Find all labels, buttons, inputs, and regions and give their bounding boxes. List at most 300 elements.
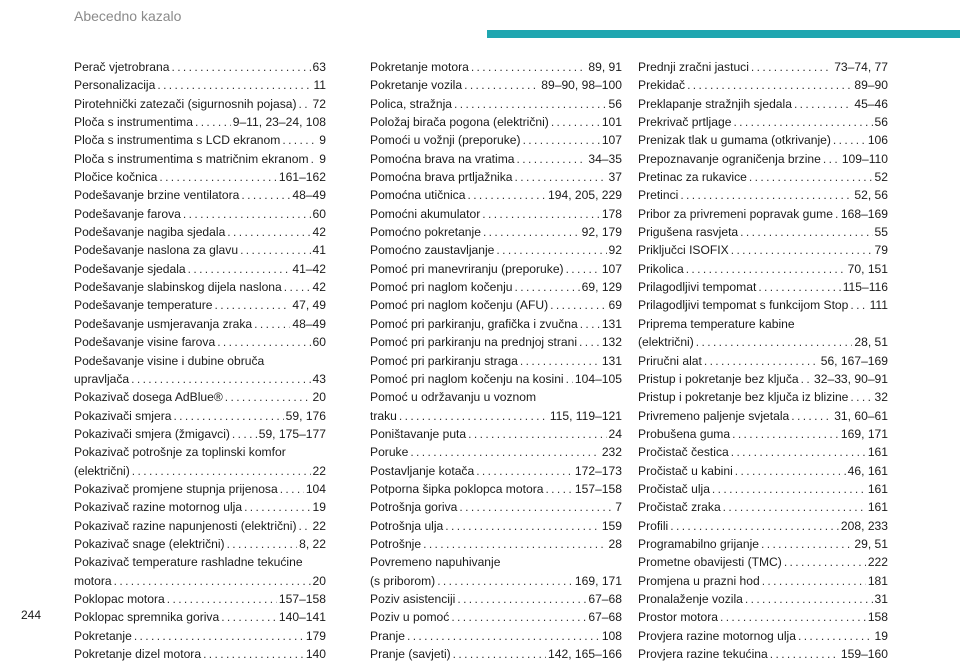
leader-dots — [240, 241, 310, 259]
index-entry — [370, 517, 622, 535]
entry-term: Pribor za privremeni popravak gume — [638, 206, 833, 221]
index-entry — [638, 113, 888, 131]
index-entry — [370, 315, 622, 333]
index-entry — [638, 370, 888, 388]
leader-dots — [284, 278, 311, 296]
index-entry — [370, 462, 622, 480]
leader-dots — [732, 425, 839, 443]
entry-term: Podešavanje visine farova — [74, 335, 216, 350]
entry-pages: 7 — [615, 500, 622, 515]
entry-pages: 178 — [601, 206, 622, 221]
index-entry — [638, 278, 888, 296]
index-entry — [370, 95, 622, 113]
leader-dots — [749, 168, 873, 186]
entry-term: Pretinac za rukavice — [638, 170, 747, 185]
leader-dots — [758, 278, 840, 296]
leader-dots — [515, 278, 580, 296]
leader-dots — [254, 315, 290, 333]
entry-pages: 115–116 — [842, 280, 888, 295]
leader-dots — [740, 223, 872, 241]
index-entry — [638, 76, 888, 94]
index-entry — [74, 590, 326, 608]
entry-pages: 79 — [874, 243, 888, 258]
leader-dots — [515, 168, 607, 186]
entry-term: Pokazivač razine napunjenosti (električni) — [74, 518, 297, 533]
entry-pages: 9 — [319, 151, 326, 166]
entry-term: Pomoć pri parkiranju na prednjoj strani — [370, 335, 578, 350]
entry-pages: 48–49 — [292, 188, 326, 203]
entry-pages: 20 — [312, 390, 326, 405]
index-entry — [370, 113, 622, 131]
index-entry — [638, 517, 888, 535]
index-entry — [638, 480, 888, 498]
entry-term: Povremeno napuhivanje — [370, 555, 501, 570]
entry-term: Pomoći u vožnji (preporuke) — [370, 133, 521, 148]
leader-dots — [227, 223, 310, 241]
leader-dots — [157, 76, 311, 94]
entry-pages: 55 — [874, 225, 888, 240]
entry-pages: 101 — [601, 115, 622, 130]
entry-term: (električni) — [638, 335, 694, 350]
index-entry — [370, 131, 622, 149]
index-entry — [638, 388, 888, 406]
entry-pages: 60 — [312, 335, 326, 350]
entry-term: Poruke — [370, 445, 409, 460]
index-entry — [74, 443, 326, 461]
entry-pages: 179 — [305, 628, 326, 643]
index-entry — [370, 480, 622, 498]
entry-term: Prikolica — [638, 261, 684, 276]
leader-dots — [566, 260, 600, 278]
entry-pages: 169, 171 — [840, 426, 888, 441]
leader-dots — [183, 205, 311, 223]
index-entry — [370, 296, 622, 314]
leader-dots — [299, 95, 311, 113]
leader-dots — [171, 58, 310, 76]
index-entry — [638, 553, 888, 571]
index-entry — [638, 333, 888, 351]
entry-term: Priprema temperature kabine — [638, 316, 795, 331]
index-entry — [74, 627, 326, 645]
index-entry — [638, 131, 888, 149]
leader-dots — [794, 95, 852, 113]
leader-dots — [468, 425, 606, 443]
entry-term: Pronalaženje vozila — [638, 591, 743, 606]
leader-dots — [227, 535, 298, 553]
leader-dots — [445, 517, 600, 535]
leader-dots — [523, 131, 600, 149]
entry-term: Ploča s instrumentima — [74, 115, 193, 130]
leader-dots — [566, 370, 573, 388]
leader-dots — [459, 498, 613, 516]
leader-dots — [282, 131, 317, 149]
entry-term: Podešavanje visine i dubine obruča — [74, 353, 265, 368]
entry-pages: 232 — [601, 445, 622, 460]
index-entry — [370, 370, 622, 388]
entry-term: Ploča s instrumentima s LCD ekranom — [74, 133, 281, 148]
entry-pages: 73–74, 77 — [834, 60, 888, 74]
index-entry — [370, 645, 622, 663]
entry-pages: 20 — [312, 573, 326, 588]
leader-dots — [850, 296, 867, 314]
index-entry — [74, 645, 326, 663]
entry-pages: 159–160 — [840, 647, 888, 661]
leader-dots — [311, 150, 318, 168]
index-entry — [370, 205, 622, 223]
index-column-1 — [74, 58, 326, 663]
entry-term: Podešavanje brzine ventilatora — [74, 188, 240, 203]
entry-term: Pomoćna utičnica — [370, 188, 466, 203]
index-entry — [638, 627, 888, 645]
index-entry — [638, 352, 888, 370]
entry-term: Promjena u prazni hod — [638, 573, 760, 588]
entry-pages: 115, 119–121 — [549, 408, 622, 423]
index-entry — [74, 260, 326, 278]
leader-dots — [496, 241, 606, 259]
entry-pages: 9 — [319, 133, 326, 148]
entry-term: Pomoć pri naglom kočenju (AFU) — [370, 298, 549, 313]
leader-dots — [823, 150, 840, 168]
entry-term: Pristup i pokretanje bez ključa — [638, 371, 799, 386]
entry-term: Potporna šipka poklopca motora — [370, 481, 544, 496]
leader-dots — [712, 480, 866, 498]
index-entry — [370, 168, 622, 186]
entry-term: Pokazivači smjera — [74, 408, 172, 423]
index-entry — [638, 296, 888, 314]
leader-dots — [704, 352, 819, 370]
index-entry — [638, 498, 888, 516]
entry-pages: 157–158 — [278, 591, 326, 606]
index-entry — [370, 590, 622, 608]
entry-term: Pokretanje vozila — [370, 78, 463, 93]
entry-pages: 56 — [874, 115, 888, 130]
leader-dots — [467, 186, 546, 204]
index-entry — [370, 150, 622, 168]
leader-dots — [114, 572, 311, 590]
leader-dots — [517, 150, 587, 168]
leader-dots — [131, 370, 310, 388]
running-header: Abecedno kazalo — [74, 8, 182, 24]
leader-dots — [520, 352, 600, 370]
entry-pages: 92, 179 — [581, 225, 622, 240]
entry-term: motora — [74, 573, 112, 588]
entry-pages: 157–158 — [574, 481, 622, 496]
index-entry — [74, 333, 326, 351]
leader-dots — [464, 76, 539, 94]
entry-term: Pretinci — [638, 188, 679, 203]
index-entry — [638, 241, 888, 259]
leader-dots — [454, 95, 607, 113]
leader-dots — [217, 333, 310, 351]
entry-pages: 46, 161 — [847, 463, 888, 478]
entry-pages: 169, 171 — [574, 573, 622, 588]
entry-term: Pokazivač temperature rashladne tekućine — [74, 555, 303, 570]
index-entry — [370, 553, 622, 571]
index-entry — [638, 150, 888, 168]
leader-dots — [696, 333, 853, 351]
leader-dots — [745, 590, 873, 608]
entry-pages: 43 — [312, 371, 326, 386]
index-entry — [638, 443, 888, 461]
entry-pages: 67–68 — [588, 610, 622, 625]
entry-pages: 19 — [874, 628, 888, 643]
entry-pages: 28, 51 — [854, 335, 888, 350]
index-entry — [638, 425, 888, 443]
entry-pages: 32 — [874, 390, 888, 405]
index-entry — [74, 352, 326, 370]
entry-pages: 67–68 — [588, 591, 622, 606]
entry-term: Pristup i pokretanje bez ključa iz blizine — [638, 390, 849, 405]
leader-dots — [680, 186, 852, 204]
index-entry — [74, 407, 326, 425]
index-entry — [74, 150, 326, 168]
index-entry — [74, 113, 326, 131]
index-entry — [370, 333, 622, 351]
index-entry — [638, 590, 888, 608]
entry-pages: 24 — [608, 426, 622, 441]
entry-pages: 52, 56 — [854, 188, 888, 203]
entry-term: Prilagodljivi tempomat — [638, 280, 757, 295]
entry-pages: 107 — [601, 133, 622, 148]
entry-pages: 41 — [312, 243, 326, 258]
leader-dots — [453, 645, 546, 663]
index-entry — [370, 443, 622, 461]
leader-dots — [550, 296, 606, 314]
index-entry — [370, 627, 622, 645]
leader-dots — [188, 260, 291, 278]
entry-pages: 41–42 — [292, 261, 326, 276]
entry-pages: 208, 233 — [840, 518, 888, 533]
entry-pages: 69, 129 — [581, 280, 622, 295]
leader-dots — [423, 535, 606, 553]
entry-term: Prepoznavanje ograničenja brzine — [638, 151, 821, 166]
entry-term: Polica, stražnja — [370, 96, 453, 111]
entry-pages: 52 — [874, 170, 888, 185]
leader-dots — [770, 645, 839, 663]
leader-dots — [483, 223, 580, 241]
entry-pages: 140 — [305, 647, 326, 661]
entry-term: Potrošnja goriva — [370, 500, 458, 515]
index-entry — [370, 352, 622, 370]
entry-pages: 142, 165–166 — [548, 647, 622, 661]
entry-pages: 22 — [312, 463, 326, 478]
entry-pages: 181 — [867, 573, 888, 588]
index-entry — [638, 407, 888, 425]
index-entry — [370, 572, 622, 590]
entry-term: Poziv asistenciji — [370, 591, 456, 606]
entry-term: Pročistač zraka — [638, 500, 721, 515]
index-entry — [638, 608, 888, 626]
index-entry — [74, 425, 326, 443]
entry-term: Pomoć pri parkiranju straga — [370, 353, 518, 368]
entry-term: Pokazivač razine motornog ulja — [74, 500, 243, 515]
entry-pages: 34–35 — [588, 151, 622, 166]
leader-dots — [244, 498, 310, 516]
index-entry — [370, 76, 622, 94]
entry-pages: 37 — [608, 170, 622, 185]
entry-pages: 194, 205, 229 — [548, 188, 622, 203]
leader-dots — [132, 462, 311, 480]
entry-term: (s priborom) — [370, 573, 436, 588]
index-entry — [638, 168, 888, 186]
entry-pages: 11 — [313, 78, 326, 93]
index-entry — [370, 223, 622, 241]
index-entry — [638, 205, 888, 223]
entry-term: Pokretanje — [74, 628, 132, 643]
leader-dots — [225, 388, 311, 406]
leader-dots — [762, 572, 866, 590]
entry-pages: 31 — [874, 591, 888, 606]
index-entry — [638, 462, 888, 480]
entry-pages: 108 — [601, 628, 622, 643]
entry-term: Probušena guma — [638, 426, 731, 441]
index-entry — [74, 498, 326, 516]
entry-term: Podešavanje farova — [74, 206, 181, 221]
leader-dots — [410, 443, 599, 461]
entry-pages: 89, 91 — [588, 60, 622, 74]
entry-term: Pokazivač potrošnje za toplinski komfor — [74, 445, 286, 460]
entry-term: Podešavanje sjedala — [74, 261, 186, 276]
entry-pages: 19 — [312, 500, 326, 515]
index-entry — [74, 370, 326, 388]
index-entry — [370, 58, 622, 76]
leader-dots — [686, 260, 846, 278]
index-entry — [74, 296, 326, 314]
entry-pages: 89–90, 98–100 — [541, 78, 622, 93]
index-entry — [74, 572, 326, 590]
entry-pages: 42 — [312, 225, 326, 240]
leader-dots — [451, 608, 586, 626]
entry-pages: 72 — [312, 96, 326, 111]
leader-dots — [457, 590, 586, 608]
entry-term: Pokretanje motora — [370, 60, 469, 74]
leader-dots — [801, 370, 812, 388]
index-entry — [638, 58, 888, 76]
entry-pages: 47, 49 — [292, 298, 326, 313]
leader-dots — [723, 498, 866, 516]
leader-dots — [784, 553, 866, 571]
entry-pages: 104 — [305, 481, 326, 496]
entry-term: Prednji zračni jastuci — [638, 60, 749, 74]
index-entry — [370, 535, 622, 553]
leader-dots — [551, 113, 600, 131]
leader-dots — [545, 480, 572, 498]
entry-pages: 109–110 — [841, 151, 888, 166]
index-entry — [370, 407, 622, 425]
entry-pages: 89–90 — [854, 78, 888, 93]
entry-pages: 56 — [608, 96, 622, 111]
entry-term: Programabilno grijanje — [638, 536, 760, 551]
leader-dots — [134, 627, 304, 645]
leader-dots — [482, 205, 600, 223]
entry-term: Pomoćna brava prtljažnika — [370, 170, 513, 185]
leader-dots — [215, 296, 291, 314]
leader-dots — [241, 186, 290, 204]
entry-term: Pokazivači smjera (žmigavci) — [74, 426, 230, 441]
entry-term: Potrošnja ulja — [370, 518, 444, 533]
leader-dots — [579, 333, 600, 351]
index-entry — [74, 223, 326, 241]
entry-pages: 32–33, 90–91 — [814, 371, 888, 386]
entry-term: Pročistač u kabini — [638, 463, 733, 478]
index-entry — [638, 223, 888, 241]
entry-term: Profili — [638, 518, 669, 533]
entry-term: Prekrivač prtljage — [638, 115, 732, 130]
entry-term: Prometne obavijesti (TMC) — [638, 555, 782, 570]
index-entry — [74, 76, 326, 94]
entry-term: Podešavanje slabinskog dijela naslona — [74, 280, 282, 295]
leader-dots — [195, 113, 231, 131]
index-entry — [370, 278, 622, 296]
leader-dots — [399, 407, 548, 425]
leader-dots — [720, 608, 866, 626]
index-entry — [638, 572, 888, 590]
index-entry — [370, 388, 622, 406]
entry-pages: 158 — [867, 610, 888, 625]
entry-term: Pročistač čestica — [638, 445, 729, 460]
entry-pages: 111 — [869, 298, 888, 313]
entry-pages: 48–49 — [292, 316, 326, 331]
entry-pages: 70, 151 — [847, 261, 888, 276]
entry-pages: 56, 167–169 — [820, 353, 888, 368]
entry-term: Pomoć u održavanju u voznom — [370, 390, 537, 405]
entry-pages: 8, 22 — [299, 536, 326, 551]
entry-pages: 60 — [312, 206, 326, 221]
entry-pages: 28 — [608, 536, 622, 551]
index-entry — [370, 425, 622, 443]
entry-pages: 63 — [312, 60, 326, 74]
leader-dots — [173, 407, 283, 425]
entry-term: Poništavanje puta — [370, 426, 467, 441]
entry-term: Postavljanje kotača — [370, 463, 475, 478]
entry-pages: 92 — [608, 243, 622, 258]
entry-term: Pranje (savjeti) — [370, 647, 451, 661]
entry-term: Pomoćno zaustavljanje — [370, 243, 495, 258]
entry-term: Prilagodljivi tempomat s funkcijom Stop — [638, 298, 849, 313]
leader-dots — [159, 168, 277, 186]
entry-term: Podešavanje usmjeravanja zraka — [74, 316, 253, 331]
leader-dots — [407, 627, 600, 645]
leader-dots — [670, 517, 839, 535]
entry-term: Pomoć pri naglom kočenju — [370, 280, 513, 295]
entry-pages: 161 — [867, 445, 888, 460]
leader-dots — [203, 645, 304, 663]
entry-term: Preklapanje stražnjih sjedala — [638, 96, 792, 111]
entry-term: Pokretanje dizel motora — [74, 647, 202, 661]
entry-term: Pomoć pri naglom kočenju na kosini — [370, 371, 564, 386]
entry-pages: 131 — [601, 316, 622, 331]
index-entry — [74, 58, 326, 76]
index-entry — [370, 498, 622, 516]
leader-dots — [850, 388, 872, 406]
entry-term: Priručni alat — [638, 353, 702, 368]
index-entry — [638, 315, 888, 333]
leader-dots — [476, 462, 573, 480]
entry-pages: 161–162 — [278, 170, 326, 185]
leader-dots — [833, 131, 866, 149]
index-entry — [370, 241, 622, 259]
leader-dots — [835, 205, 839, 223]
index-entry — [74, 205, 326, 223]
entry-pages: 222 — [867, 555, 888, 570]
leader-dots — [687, 76, 852, 94]
entry-term: Pirotehnički zatezači (sigurnosnih pojasa) — [74, 96, 297, 111]
entry-pages: 59, 176 — [285, 408, 326, 423]
index-entry — [638, 95, 888, 113]
index-entry — [74, 315, 326, 333]
leader-dots — [751, 58, 832, 76]
leader-dots — [167, 590, 277, 608]
